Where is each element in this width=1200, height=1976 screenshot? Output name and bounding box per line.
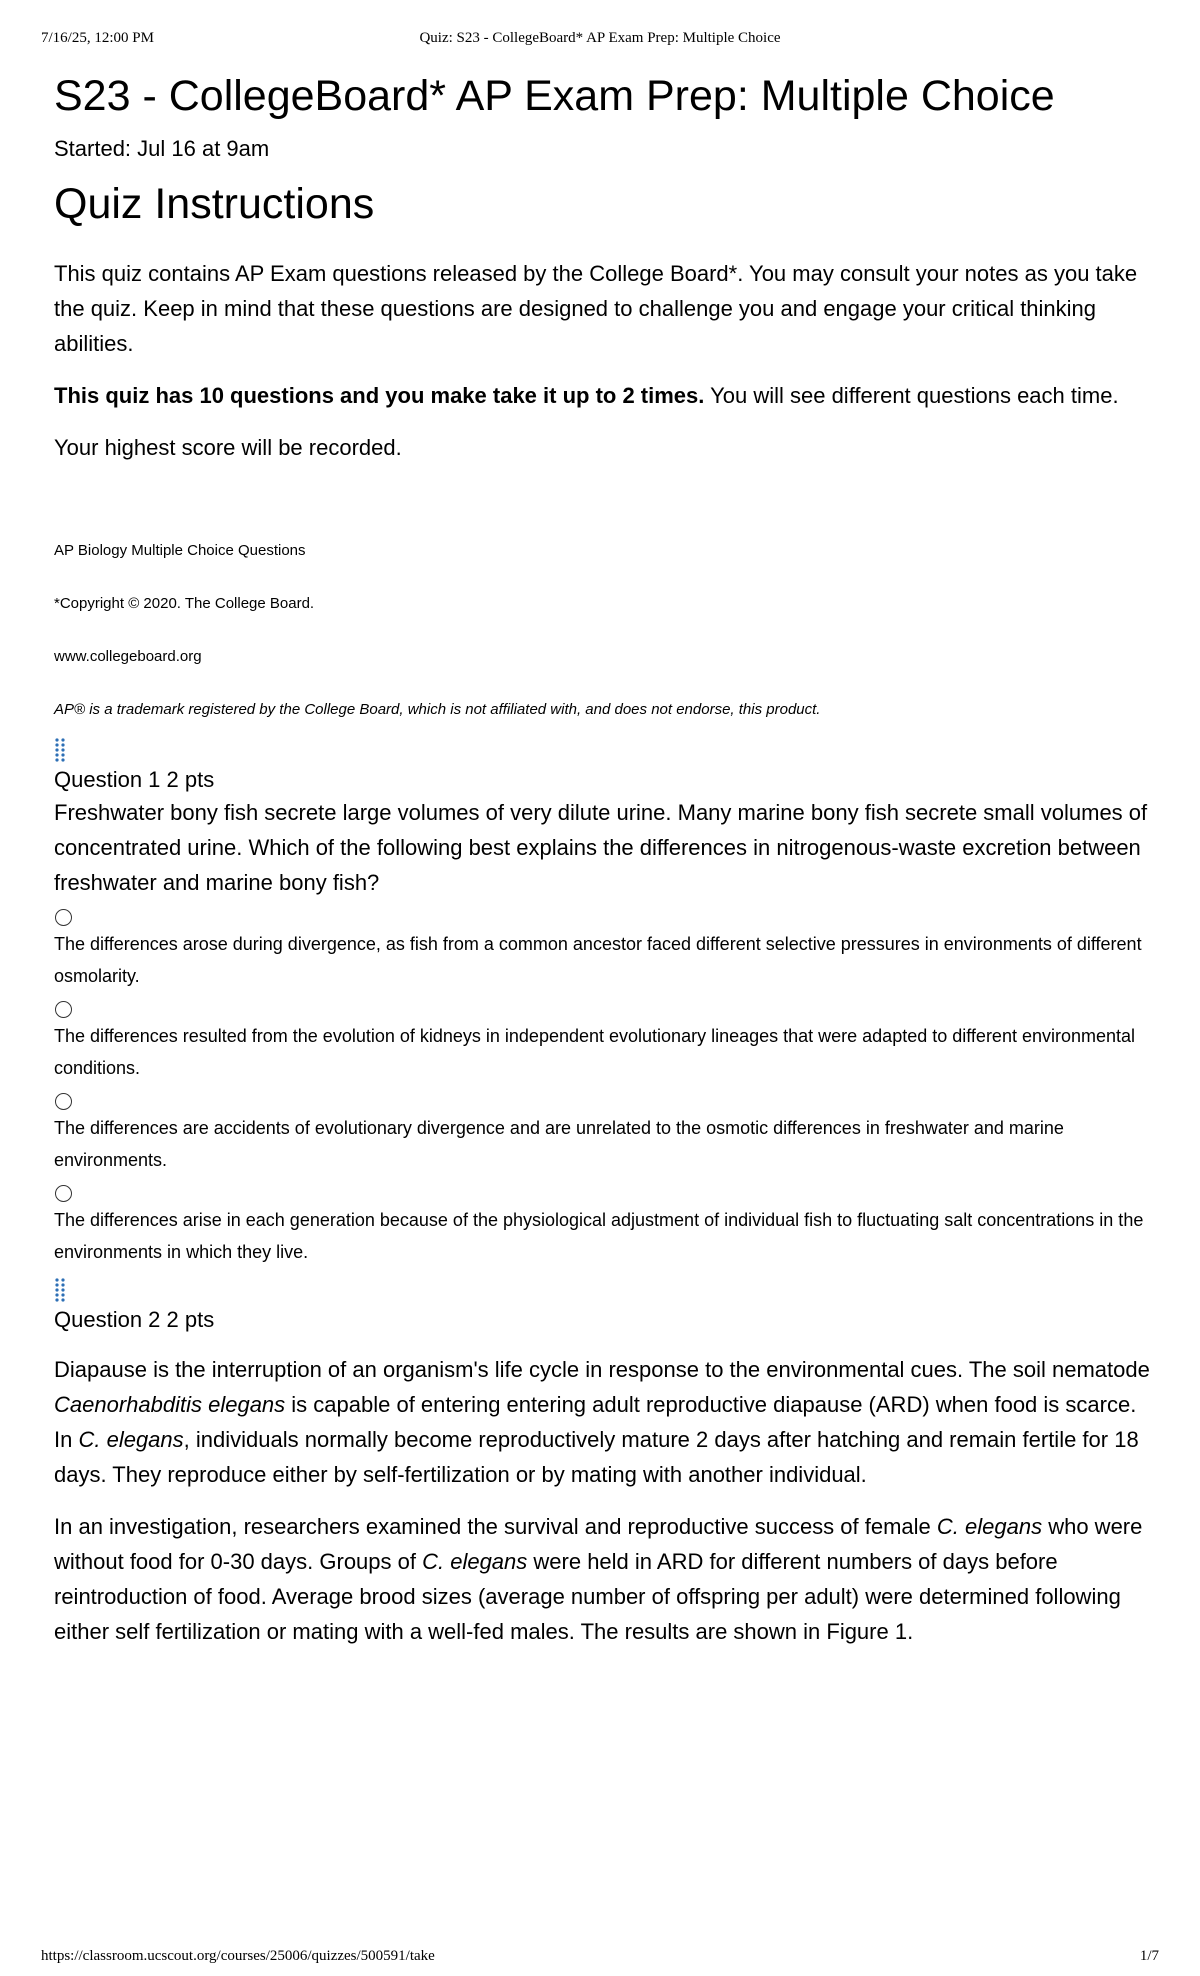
radio-unchecked-icon[interactable]	[55, 1093, 72, 1110]
radio-unchecked-icon[interactable]	[55, 909, 72, 926]
answer-option[interactable]	[54, 1001, 1150, 1084]
question-header: Question 2 2 pts	[54, 1307, 215, 1332]
species-name: C. elegans	[422, 1549, 528, 1574]
instructions-attempts	[54, 378, 1150, 413]
species-name: Caenorhabditis elegans	[54, 1392, 286, 1417]
instructions-heading: Quiz Instructions	[54, 180, 375, 228]
question-text	[54, 1352, 1150, 1492]
radio-unchecked-icon[interactable]	[55, 1185, 72, 1202]
question-2	[54, 1305, 1150, 1649]
answer-option-text[interactable]: The differences are accidents of evolutionary divergence and are unrelated to the osmotic differences in freshwater and marine environments.	[54, 1118, 1064, 1170]
answer-option-text[interactable]: The differences arise in each generation because of the physiological adjustment of individual fish to fluctuating salt concentrations in the environments in which they live.	[54, 1210, 1144, 1262]
print-doc-title: Quiz: S23 - CollegeBoard* AP Exam Prep: Multiple Choice	[419, 30, 781, 46]
question-text-segment: is capable of entering entering adult reproductive diapause (ARD) when food is scarce. In	[54, 1392, 1137, 1452]
instructions-paragraph: This quiz contains AP Exam questions released by the College Board*. You may consult your notes as you take the quiz. Keep in mind that these questions are designed to challenge you and engage your critical thinking abilities.	[54, 261, 1138, 356]
answer-option[interactable]	[54, 1185, 1150, 1268]
print-url: https://classroom.ucscout.org/courses/25006/quizzes/500591/take	[41, 1948, 435, 1964]
drag-handle-icon[interactable]	[54, 1277, 74, 1305]
print-header	[41, 30, 1159, 50]
question-text-segment: In an investigation, researchers examined the survival and reproductive success of female	[54, 1514, 937, 1539]
copyright-subject: AP Biology Multiple Choice Questions	[54, 542, 306, 559]
question-header: Question 1 2 pts	[54, 767, 215, 792]
answer-option[interactable]	[54, 1093, 1150, 1176]
question-text: Freshwater bony fish secrete large volumes of very dilute urine. Many marine bony fish secrete small volumes of concentrated urine. Which of the following best explains the differences in nitrogenous-waste excretion between freshwater and marine bony fish?	[54, 800, 1148, 895]
answer-option-text[interactable]: The differences resulted from the evolution of kidneys in independent evolutionary lineages that were adapted to different environmental conditions.	[54, 1026, 1136, 1078]
radio-unchecked-icon[interactable]	[55, 1001, 72, 1018]
quiz-content	[54, 70, 1150, 1649]
trademark-notice: AP® is a trademark registered by the College Board, which is not affiliated with, and does not endorse, this product.	[54, 701, 821, 718]
species-name: C. elegans	[936, 1514, 1043, 1539]
started-time: Started: Jul 16 at 9am	[54, 136, 270, 161]
species-name: C. elegans	[78, 1427, 184, 1452]
instructions-scoring: Your highest score will be recorded.	[54, 435, 402, 460]
page-title: S23 - CollegeBoard* AP Exam Prep: Multiple Choice	[54, 72, 1055, 120]
attempts-rest-text: You will see different questions each time.	[704, 383, 1119, 408]
question-text-segment: who were without food for 0-30 days. Groups of	[54, 1514, 1143, 1574]
question-text-segment: were held in ARD for different numbers of days before reintroduction of food. Average brood sizes (average number of offspring per adult) were determined following either self fertilization or mating with a well-fed males. The results are shown in Figure 1.	[54, 1549, 1121, 1644]
print-page-number: 1/7	[1139, 1948, 1159, 1964]
question-text	[54, 1509, 1150, 1649]
question-text-segment: , individuals normally become reproductively mature 2 days after hatching and remain fertile for 18 days. They reproduce either by self-fertilization or by mating with another individual.	[54, 1427, 1139, 1487]
drag-handle-icon[interactable]	[54, 737, 74, 765]
answer-option[interactable]	[54, 909, 1150, 992]
print-footer	[41, 1948, 1159, 1968]
collegeboard-link[interactable]: www.collegeboard.org	[54, 648, 202, 665]
print-date: 7/16/25, 12:00 PM	[41, 30, 154, 46]
question-1	[54, 765, 1150, 1268]
answer-option-text[interactable]: The differences arose during divergence, as fish from a common ancestor faced different selective pressures in environments of different osmolarity.	[54, 934, 1142, 986]
question-text-segment: Diapause is the interruption of an organism's life cycle in response to the environmental cues. The soil nematode	[54, 1357, 1150, 1382]
copyright-notice: *Copyright © 2020. The College Board.	[54, 595, 315, 612]
attempts-bold-text: This quiz has 10 questions and you make take it up to 2 times.	[54, 383, 705, 408]
